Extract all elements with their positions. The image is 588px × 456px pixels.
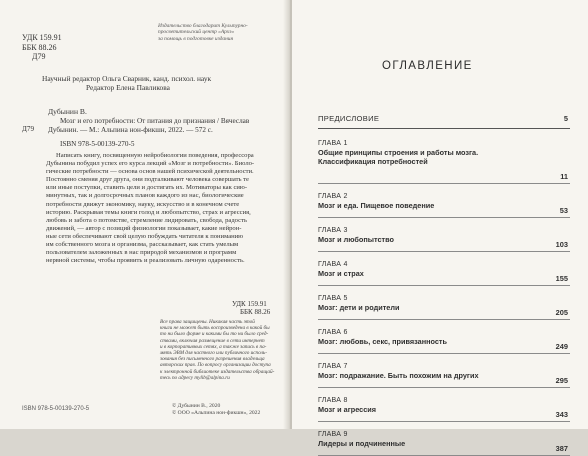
toc-chapter-9[interactable] [318, 428, 570, 456]
chapter-label: ГЛАВА 3 [318, 227, 348, 234]
bbk-code: ББК 88.26 [22, 42, 57, 52]
copyright: © Дубынин В., 2020 © ООО «Альпина нон-фикшн», 2022 [172, 403, 261, 417]
library-code: Д79 [22, 125, 35, 133]
table-of-contents [318, 114, 570, 456]
chapter-label: ГЛАВА 2 [318, 193, 348, 200]
classification-codes [22, 33, 62, 62]
toc-page-number: 103 [555, 240, 568, 249]
toc-page-number: 387 [555, 444, 568, 453]
chapter-title: Мозг и агрессия [318, 405, 377, 414]
editor: Редактор Елена Павликова [86, 83, 170, 92]
chapter-title-line-2: Классификация потребностей [318, 157, 428, 166]
chapter-label: ГЛАВА 9 [318, 431, 348, 438]
chapter-title: Мозг и еда. Пищевое поведение [318, 201, 435, 210]
annotation: Написать книгу, посвященную нейробиологии поведения, профессора Дубынина побудил успех его курса лекций «Мозг и потребности». Биоло- гические потребности — основа основ нашей психической деятельности. Постоянно сменяя друг друга, они подталкивают человека совершать те или иные поступки, ставить цели и достигать их. Мотиваторы как сию- минутных, так и долгосрочных планов каждого из нас, биологические потребности движут экономику, науку, искусство и в конечном счете историю. Раскрывая темы книги голод и любопытство, страх и агрессия, любовь и забота о потомстве, стремление лидировать, свобода, радость движений, — автор с позиций физиологии показывает, какие нейрон- ные сети обеспечивают свой целую побуждать читателя к пониманию им собственного мозга и организма, рассказывает, как стать умелым пользователем заложенных в нас природой механизмов и программ нервной системы, чтобы проявить и реализовать личную одаренность. [46, 152, 255, 265]
chapter-title: Лидеры и подчиненные [318, 439, 406, 448]
isbn-footer: ISBN 978-5-00139-270-5 [22, 406, 90, 412]
chapter-title: Мозг и страх [318, 269, 364, 278]
toc-page-number: 343 [555, 410, 568, 419]
publisher-note: Издательство благодарит Культурно- просветительский центр «Архэ» за помощь в подготовке издания [158, 23, 248, 42]
chapter-title: Мозг: дети и родители [318, 303, 400, 312]
toc-preface[interactable] [318, 114, 570, 129]
author-name: Дубынин В. [48, 107, 87, 116]
chapter-label: ГЛАВА 8 [318, 397, 348, 404]
toc-chapter-8[interactable] [318, 394, 570, 422]
rights-notice: Все права защищены. Никакая часть этой книги не может быть воспроизведена в какой бы то ни было форме и какими бы то ни было сред- ствами, включая размещение в сети интернет и в корпоративных сетях, а также запись в па- мять ЭВМ для частного или публичного исполь- зования без письменного разрешения владельца авторских прав. По вопросу организации доступа к электронной библиотеке издательства обращай- тесь по адресу mylib@alpina.ru [160, 319, 275, 381]
contents-page [292, 0, 588, 453]
chapter-title: Мозг: любовь, секс, привязанность [318, 337, 447, 346]
chapter-label: ГЛАВА 1 [318, 140, 348, 147]
editors [42, 74, 211, 92]
toc-page-number: 295 [555, 376, 568, 385]
toc-page-number: 53 [559, 206, 568, 215]
bibliographic-record: Мозг и его потребности: От питания до признания / Вячеслав Дубынин. — М.: Альпина нон-фикшн, 2022. — 572 с. [48, 117, 250, 134]
toc-chapter-6[interactable] [318, 326, 570, 354]
toc-page-number: 11 [560, 172, 568, 181]
chapter-label: ГЛАВА 7 [318, 363, 348, 370]
toc-chapter-7[interactable] [318, 360, 570, 388]
toc-page-number: 205 [555, 308, 568, 317]
chapter-label: ГЛАВА 4 [318, 261, 348, 268]
chapter-label: ГЛАВА 5 [318, 295, 348, 302]
toc-page-number: 249 [555, 342, 568, 351]
chapter-title: Мозг и любопытство [318, 235, 394, 244]
classification-codes-repeat: УДК 159.91 ББК 88.26 [232, 300, 271, 317]
chapter-title: Общие принципы строения и работы мозга. [318, 148, 479, 157]
toc-chapter-4[interactable] [318, 258, 570, 286]
toc-chapter-5[interactable] [318, 292, 570, 320]
science-editor: Научный редактор Ольга Сварник, канд. психол. наук [42, 74, 212, 83]
imprint-page [0, 0, 290, 429]
toc-chapter-2[interactable] [318, 190, 570, 218]
toc-chapter-1[interactable] [318, 138, 570, 184]
toc-page-number: 5 [563, 114, 568, 123]
author-mark: Д79 [32, 52, 46, 61]
chapter-label: ГЛАВА 6 [318, 329, 348, 336]
toc-preface-title: ПРЕДИСЛОВИЕ [318, 114, 380, 123]
udc-code: УДК 159.91 [22, 33, 62, 42]
toc-heading: ОГЛАВЛЕНИЕ [382, 60, 473, 72]
chapter-title: Мозг: подражание. Быть похожим на других [318, 371, 479, 380]
isbn: ISBN 978-5-00139-270-5 [60, 140, 135, 148]
toc-page-number: 155 [555, 274, 568, 283]
toc-chapter-3[interactable] [318, 224, 570, 252]
